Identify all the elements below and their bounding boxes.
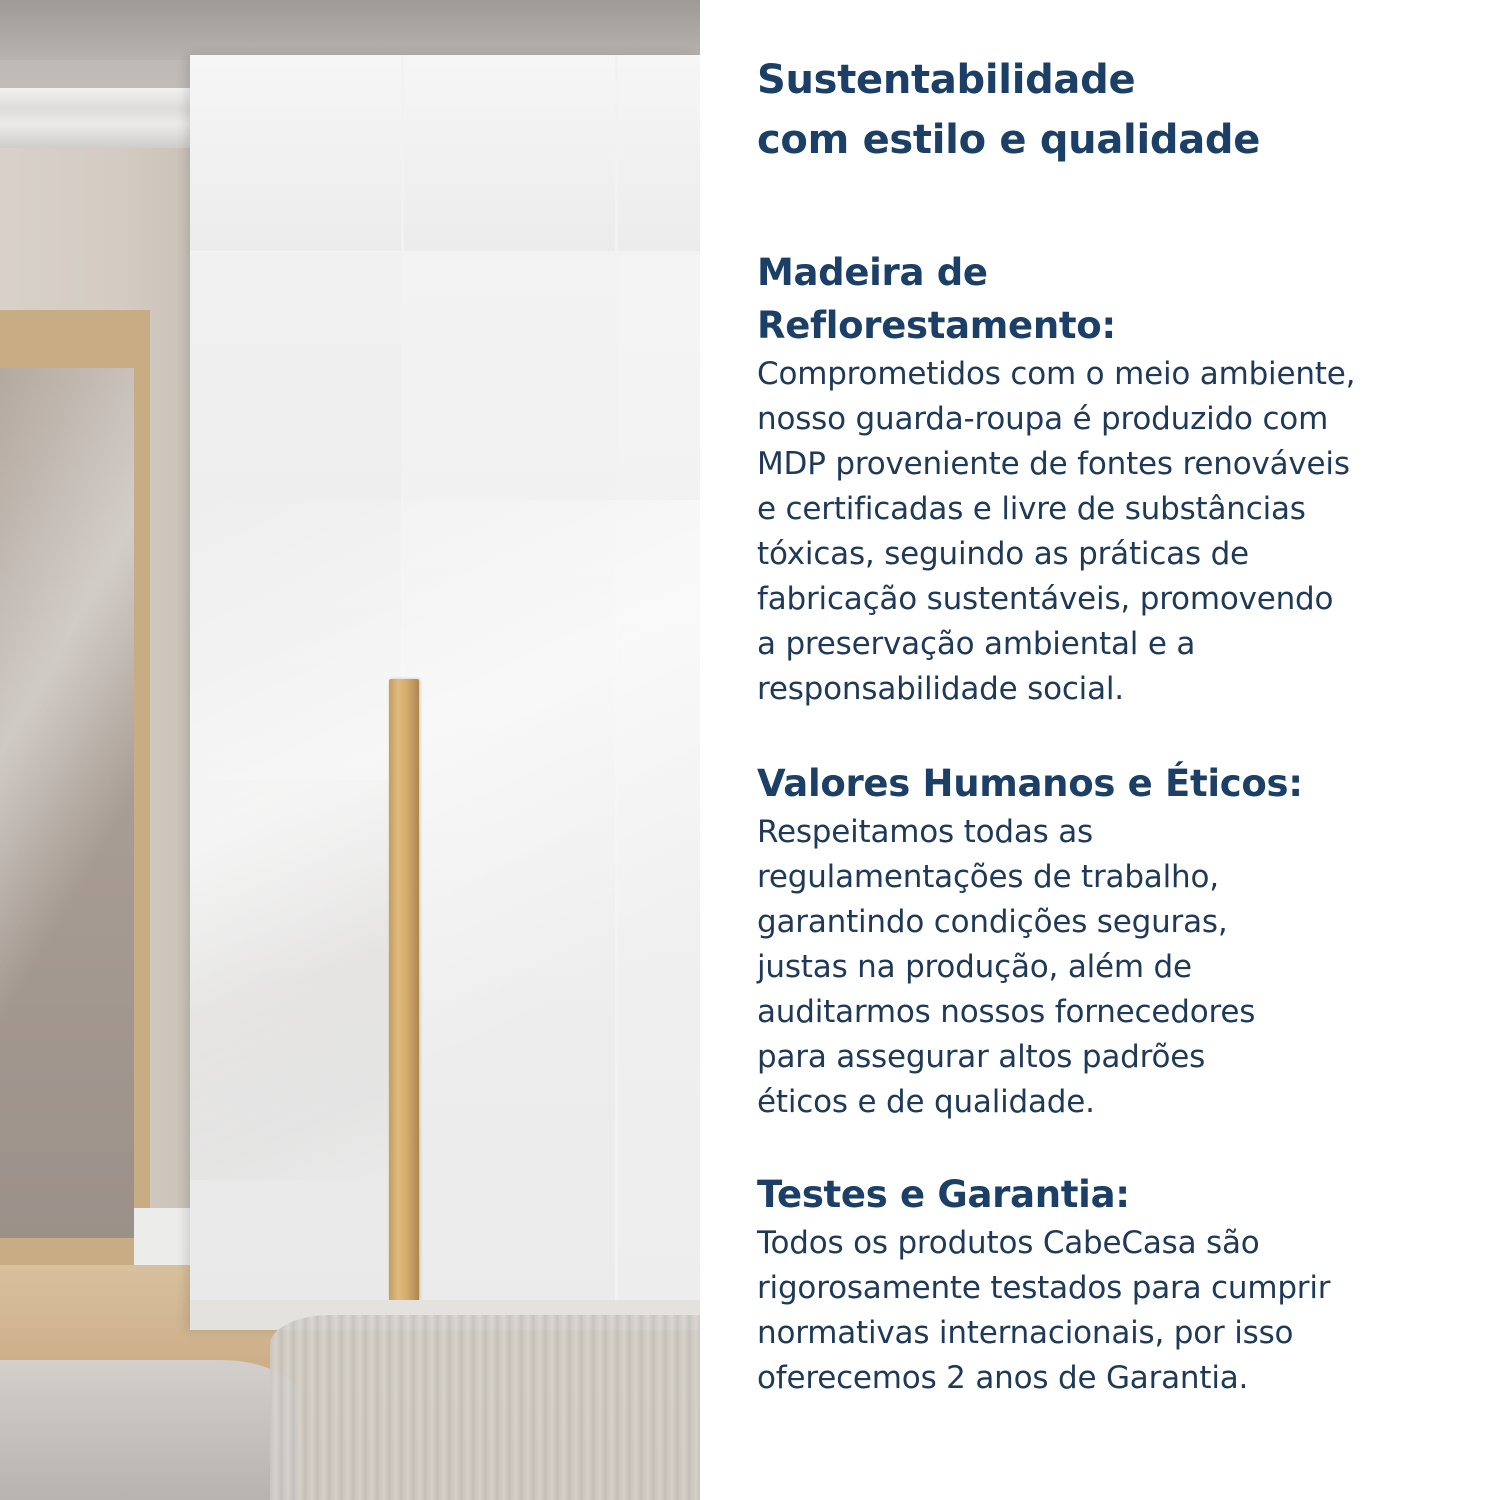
body-line: fabricação sustentáveis, promovendo — [757, 581, 1334, 617]
section-tests-warranty — [757, 1168, 1477, 1401]
section-title-line: Testes e Garantia: — [757, 1173, 1130, 1216]
skirting-board — [134, 1208, 194, 1270]
page-title — [757, 50, 1477, 170]
body-line: MDP proveniente de fontes renováveis — [757, 446, 1350, 482]
body-line: éticos e de qualidade. — [757, 1084, 1095, 1120]
body-line: Todos os produtos CabeCasa são — [757, 1225, 1260, 1261]
section-reforestation — [757, 246, 1477, 712]
section-body — [757, 810, 1477, 1125]
body-line: nosso guarda-roupa é produzido com — [757, 401, 1329, 437]
bed-blanket-fold — [270, 1315, 700, 1500]
body-line: oferecemos 2 anos de Garantia. — [757, 1360, 1249, 1396]
wardrobe-top-door-1 — [190, 55, 401, 251]
section-body — [757, 1221, 1477, 1401]
crown-molding — [0, 88, 200, 148]
section-body — [757, 352, 1477, 712]
section-title — [757, 246, 1477, 352]
body-line: auditarmos nossos fornecedores — [757, 994, 1256, 1030]
body-line: justas na produção, além de — [757, 949, 1192, 985]
doorway-light — [0, 368, 134, 1238]
section-title-line: Madeira de — [757, 251, 988, 294]
wardrobe-top-door-2 — [404, 55, 615, 251]
wardrobe-top-door-3 — [618, 55, 700, 251]
product-photo — [0, 0, 700, 1500]
body-line: para assegurar altos padrões — [757, 1039, 1206, 1075]
title-line-1: Sustentabilidade — [757, 57, 1136, 103]
text-content — [757, 50, 1477, 1396]
body-line: normativas internacionais, por isso — [757, 1315, 1294, 1351]
body-line: rigorosamente testados para cumprir — [757, 1270, 1331, 1306]
section-title — [757, 757, 1477, 810]
body-line: Comprometidos com o meio ambiente, — [757, 356, 1356, 392]
body-line: a preservação ambiental e a — [757, 626, 1196, 662]
body-line: regulamentações de trabalho, — [757, 859, 1219, 895]
wood-handle — [389, 679, 419, 1301]
body-line: e certificadas e livre de substâncias — [757, 491, 1306, 527]
body-line: garantindo condições seguras, — [757, 904, 1228, 940]
sunlight-beam — [190, 500, 700, 1400]
section-title-line: Reflorestamento: — [757, 304, 1116, 347]
body-line: tóxicas, seguindo as práticas de — [757, 536, 1249, 572]
section-title — [757, 1168, 1477, 1221]
ceiling — [0, 0, 700, 60]
body-line: Respeitamos todas as — [757, 814, 1094, 850]
title-line-2: com estilo e qualidade — [757, 117, 1261, 163]
section-human-values — [757, 757, 1477, 1125]
section-title-line: Valores Humanos e Éticos: — [757, 762, 1303, 805]
bed-blanket — [0, 1360, 300, 1500]
body-line: responsabilidade social. — [757, 671, 1124, 707]
